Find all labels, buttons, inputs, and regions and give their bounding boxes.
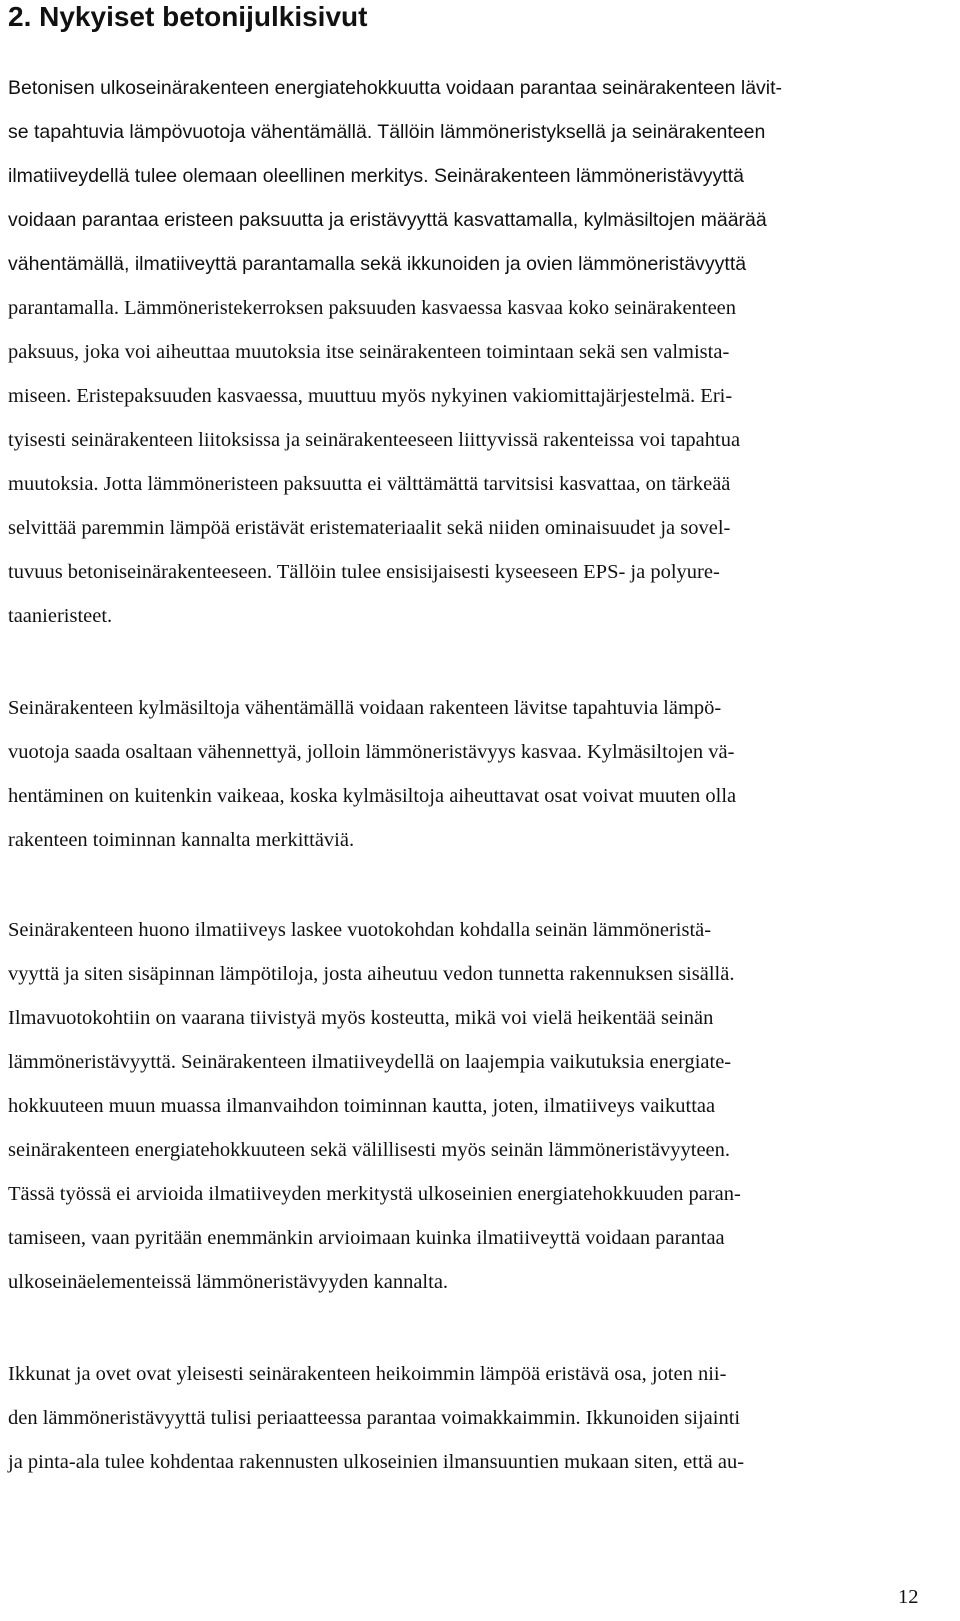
text-line: tamiseen, vaan pyritään enemmänkin arvioimaan kuinka ilmatiiveyttä voidaan parantaa bbox=[8, 1227, 725, 1249]
section-heading: 2. Nykyiset betonijulkisivut bbox=[8, 1, 368, 32]
text-line: muutoksia. Jotta lämmöneristeen paksuutta ei välttämättä tarvitsisi kasvattaa, on tärkeää bbox=[8, 473, 731, 495]
text-line: lämmöneristävyyttä. Seinärakenteen ilmatiiveydellä on laajempia vaikutuksia energiate- bbox=[8, 1051, 732, 1073]
page-number: 12 bbox=[898, 1586, 919, 1608]
text-line: seinärakenteen energiatehokkuuteen sekä välillisesti myös seinän lämmöneristävyyteen. bbox=[8, 1139, 731, 1161]
text-line: tyisesti seinärakenteen liitoksissa ja seinärakenteeseen liittyvissä rakenteissa voi tapahtua bbox=[8, 429, 741, 451]
paragraph-2 bbox=[8, 686, 736, 862]
text-line: taanieristeet. bbox=[8, 605, 113, 627]
text-line: hokkuuteen muun muassa ilmanvaihdon toiminnan kautta, joten, ilmatiiveys vaikuttaa bbox=[8, 1095, 716, 1117]
text-line: Betonisen ulkoseinärakenteen energiatehokkuutta voidaan parantaa seinärakenteen lävit- bbox=[8, 77, 783, 99]
text-line: miseen. Eristepaksuuden kasvaessa, muuttuu myös nykyinen vakiomittajärjestelmä. Eri- bbox=[8, 385, 733, 407]
paragraph-3 bbox=[8, 908, 741, 1304]
text-line: selvittää paremmin lämpöä eristävät eristemateriaalit sekä niiden ominaisuudet ja sovel- bbox=[8, 517, 731, 539]
text-line: ilmatiiveydellä tulee olemaan oleellinen merkitys. Seinärakenteen lämmöneristävyyttä bbox=[8, 165, 744, 187]
text-line: vyyttä ja siten sisäpinnan lämpötiloja, josta aiheutuu vedon tunnetta rakennuksen sisällä. bbox=[8, 963, 735, 985]
text-line: rakenteen toiminnan kannalta merkittäviä. bbox=[8, 829, 355, 851]
text-line: vuotoja saada osaltaan vähennettyä, jolloin lämmöneristävyys kasvaa. Kylmäsiltojen vä- bbox=[8, 741, 735, 763]
text-line: Ikkunat ja ovet ovat yleisesti seinärakenteen heikoimmin lämpöä eristävä osa, joten nii- bbox=[8, 1363, 727, 1385]
text-line: tuvuus betoniseinärakenteeseen. Tällöin tulee ensisijaisesti kyseeseen EPS- ja polyure- bbox=[8, 561, 720, 583]
text-line: Tässä työssä ei arvioida ilmatiiveyden merkitystä ulkoseinien energiatehokkuuden paran- bbox=[8, 1183, 741, 1205]
text-line: voidaan parantaa eristeen paksuutta ja eristävyyttä kasvattamalla, kylmäsiltojen määrää bbox=[8, 209, 767, 231]
text-line: parantamalla. Lämmöneristekerroksen paksuuden kasvaessa kasvaa koko seinärakenteen bbox=[8, 297, 737, 319]
text-line: hentäminen on kuitenkin vaikeaa, koska kylmäsiltoja aiheuttavat osat voivat muuten olla bbox=[8, 785, 737, 807]
text-line: den lämmöneristävyyttä tulisi periaatteessa parantaa voimakkaimmin. Ikkunoiden sijainti bbox=[8, 1407, 741, 1429]
text-line: paksuus, joka voi aiheuttaa muutoksia itse seinärakenteen toimintaan sekä sen valmista- bbox=[8, 341, 730, 363]
text-line: vähentämällä, ilmatiiveyttä parantamalla sekä ikkunoiden ja ovien lämmöneristävyyttä bbox=[8, 253, 747, 275]
text-line: Seinärakenteen kylmäsiltoja vähentämällä voidaan rakenteen lävitse tapahtuvia lämpö- bbox=[8, 697, 722, 719]
paragraph-4 bbox=[8, 1352, 744, 1484]
text-line: Ilmavuotokohtiin on vaarana tiivistyä myös kosteutta, mikä voi vielä heikentää seinän bbox=[8, 1007, 714, 1029]
text-line: ulkoseinäelementeissä lämmöneristävyyden kannalta. bbox=[8, 1271, 449, 1293]
paragraph-1 bbox=[8, 66, 782, 638]
text-line: ja pinta-ala tulee kohdentaa rakennusten ulkoseinien ilmansuuntien mukaan siten, että au- bbox=[8, 1451, 745, 1473]
text-line: Seinärakenteen huono ilmatiiveys laskee vuotokohdan kohdalla seinän lämmöneristä- bbox=[8, 919, 712, 941]
text-line: se tapahtuvia lämpövuotoja vähentämällä. Tällöin lämmöneristyksellä ja seinärakenteen bbox=[8, 121, 766, 143]
